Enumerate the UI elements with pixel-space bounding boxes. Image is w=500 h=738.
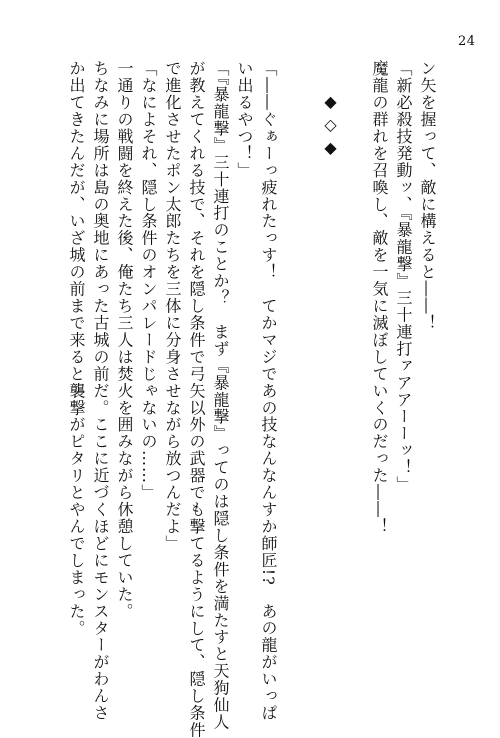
- text-line: ちなみに場所は島の奥地にあった古城の前だ。ここに近づくほどにモンスターがわんさ: [91, 60, 110, 722]
- text-line: い出るやつ！」: [235, 60, 254, 179]
- text-line: 「新必殺技発動ッ、『暴龍撃』三十連打ァアアーーッ！」: [394, 60, 413, 493]
- text-line: 「――ぐぁーっ疲れたっす！ てかマジであの技なんなんすか師匠!? あの龍がいっぱ: [259, 60, 278, 722]
- text-line: 「なによそれ、隠し条件のオンパレードじゃないの……」: [139, 60, 158, 501]
- text-line: 「『暴龍撃』三十連打のことか？ まず『暴龍撃』ってのは隠し条件を満たすと天狗仙人: [211, 60, 230, 731]
- text-line: が教えてくれる技で、それを隠し条件で弓矢以外の武器でも撃てるようにして、隠し条件: [187, 60, 206, 738]
- section-break-black-diamond: ◆: [321, 92, 340, 112]
- section-break-white-diamond: ◇: [321, 115, 340, 135]
- section-break-black-diamond: ◆: [321, 138, 340, 158]
- text-line: ン矢を握って、敵に構えると――！: [418, 60, 437, 332]
- text-line: か出てきたんだが、いざ城の前まで来ると襲撃がピタリとやんでしまった。: [67, 60, 86, 637]
- page-number: 24: [458, 34, 476, 49]
- text-line: 魔龍の群れを召喚し、敵を一気に滅ぼしていくのだった――！: [370, 60, 389, 535]
- text-line: 一通りの戦闘を終えた後、俺たち三人は焚火を囲みながら休憩していた。: [115, 60, 134, 620]
- text-line: で進化させたポン太郎たちを三体に分身させながら放つんだよ」: [163, 60, 182, 552]
